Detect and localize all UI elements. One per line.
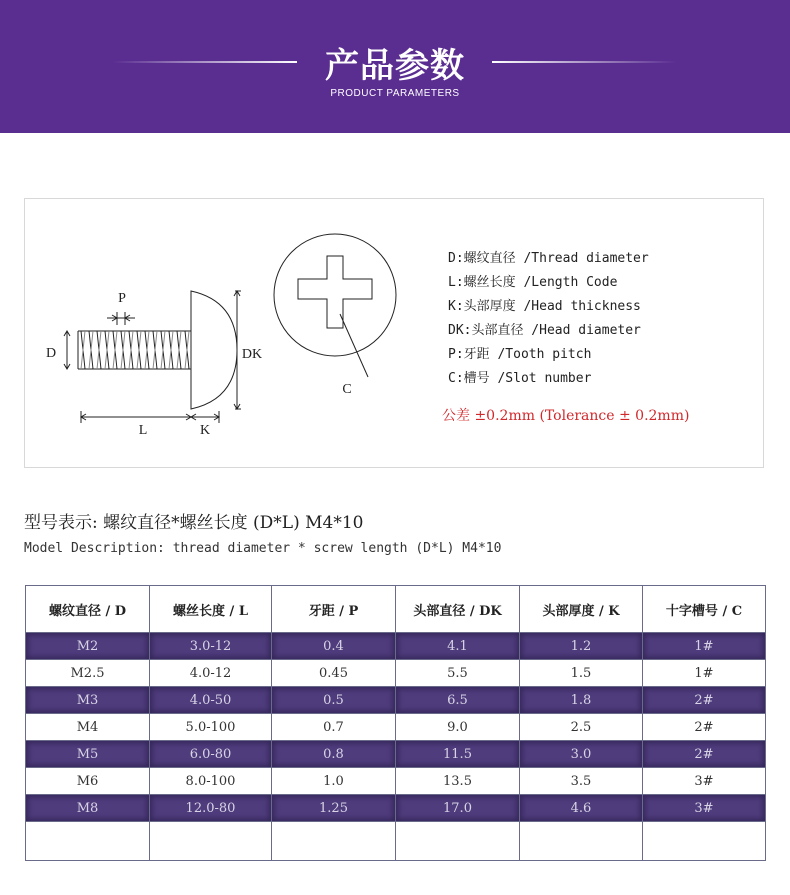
model-description: Model Description: thread diameter * screw length (D*L) M4*10 [24,541,502,556]
spec-table [25,585,766,861]
table-cell: 2# [643,714,766,741]
table-cell: 0.45 [272,660,396,687]
table-cell [643,822,766,861]
legend-item: C:槽号 /Slot number [448,371,592,386]
table-cell: M4 [26,714,150,741]
legend-item: P:牙距 /Tooth pitch [448,347,592,362]
screw-head-top-view [274,234,396,356]
table-cell: 4.0-50 [150,687,272,714]
label-k: K [199,423,211,438]
legend-list [448,247,649,391]
table-cell: 4.1 [396,633,520,660]
table-cell: 3.0 [520,741,643,768]
header-divider-right [492,61,677,63]
table-cell: 2# [643,687,766,714]
column-header: 头部厚度 / K [520,586,643,633]
table-cell [520,822,643,861]
table-cell: M2 [26,633,150,660]
label-l: L [138,423,148,438]
header-banner [0,0,790,133]
table-cell: M3 [26,687,150,714]
column-header: 头部直径 / DK [396,586,520,633]
table-cell: M5 [26,741,150,768]
column-header: 十字槽号 / C [643,586,766,633]
table-cell: 2# [643,741,766,768]
table-cell [26,822,150,861]
label-c: C [342,382,352,397]
table-cell: M8 [26,795,150,822]
legend-item: D:螺纹直径 /Thread diameter [448,251,649,266]
table-cell: 1.5 [520,660,643,687]
table-cell: 1# [643,633,766,660]
legend-item: L:螺丝长度 /Length Code [448,275,618,290]
table-cell: 1# [643,660,766,687]
table-cell: 0.5 [272,687,396,714]
screw-diagram [25,199,765,469]
table-cell: 8.0-100 [150,768,272,795]
table-row [26,714,766,741]
table-cell: 4.6 [520,795,643,822]
table-cell: 0.8 [272,741,396,768]
table-cell: 5.0-100 [150,714,272,741]
tolerance-note: 公差 ±0.2mm (Tolerance ± 0.2mm) [442,408,690,424]
column-header: 螺丝长度 / L [150,586,272,633]
legend-item: K:头部厚度 /Head thickness [448,299,641,314]
table-cell: 0.4 [272,633,396,660]
page-title: 产品参数 [325,46,465,86]
screw-diagram-panel [24,198,764,468]
table-row [26,795,766,822]
table-cell: 4.0-12 [150,660,272,687]
table-row [26,687,766,714]
page-subtitle: PRODUCT PARAMETERS [330,88,460,99]
table-row-empty [26,822,766,861]
table-cell: 5.5 [396,660,520,687]
table-cell: 3# [643,768,766,795]
label-p: P [118,291,126,306]
table-cell: 1.25 [272,795,396,822]
label-dk: DK [241,347,263,362]
table-cell: 11.5 [396,741,520,768]
screw-thread-icon [78,331,191,369]
column-header: 牙距 / P [272,586,396,633]
legend-item: DK:头部直径 /Head diameter [448,323,641,338]
table-cell [272,822,396,861]
table-cell: 1.2 [520,633,643,660]
table-row [26,660,766,687]
model-title: 型号表示: 螺纹直径*螺丝长度 (D*L) M4*10 [24,513,364,533]
table-cell: M2.5 [26,660,150,687]
table-cell: 6.5 [396,687,520,714]
table-row [26,633,766,660]
table-cell [150,822,272,861]
table-cell: 1.0 [272,768,396,795]
table-row [26,741,766,768]
table-row [26,768,766,795]
table-cell: 3.5 [520,768,643,795]
table-header-row [26,586,766,633]
table-cell: M6 [26,768,150,795]
table-cell [396,822,520,861]
table-cell: 3.0-12 [150,633,272,660]
table-cell: 3# [643,795,766,822]
screw-head-icon [191,291,237,409]
column-header: 螺纹直径 / D [26,586,150,633]
table-cell: 17.0 [396,795,520,822]
phillips-cross-icon [298,256,372,328]
table-cell: 12.0-80 [150,795,272,822]
table-cell: 0.7 [272,714,396,741]
label-d: D [45,346,57,361]
table-cell: 13.5 [396,768,520,795]
table-cell: 9.0 [396,714,520,741]
table-cell: 1.8 [520,687,643,714]
table-cell: 6.0-80 [150,741,272,768]
table-cell: 2.5 [520,714,643,741]
